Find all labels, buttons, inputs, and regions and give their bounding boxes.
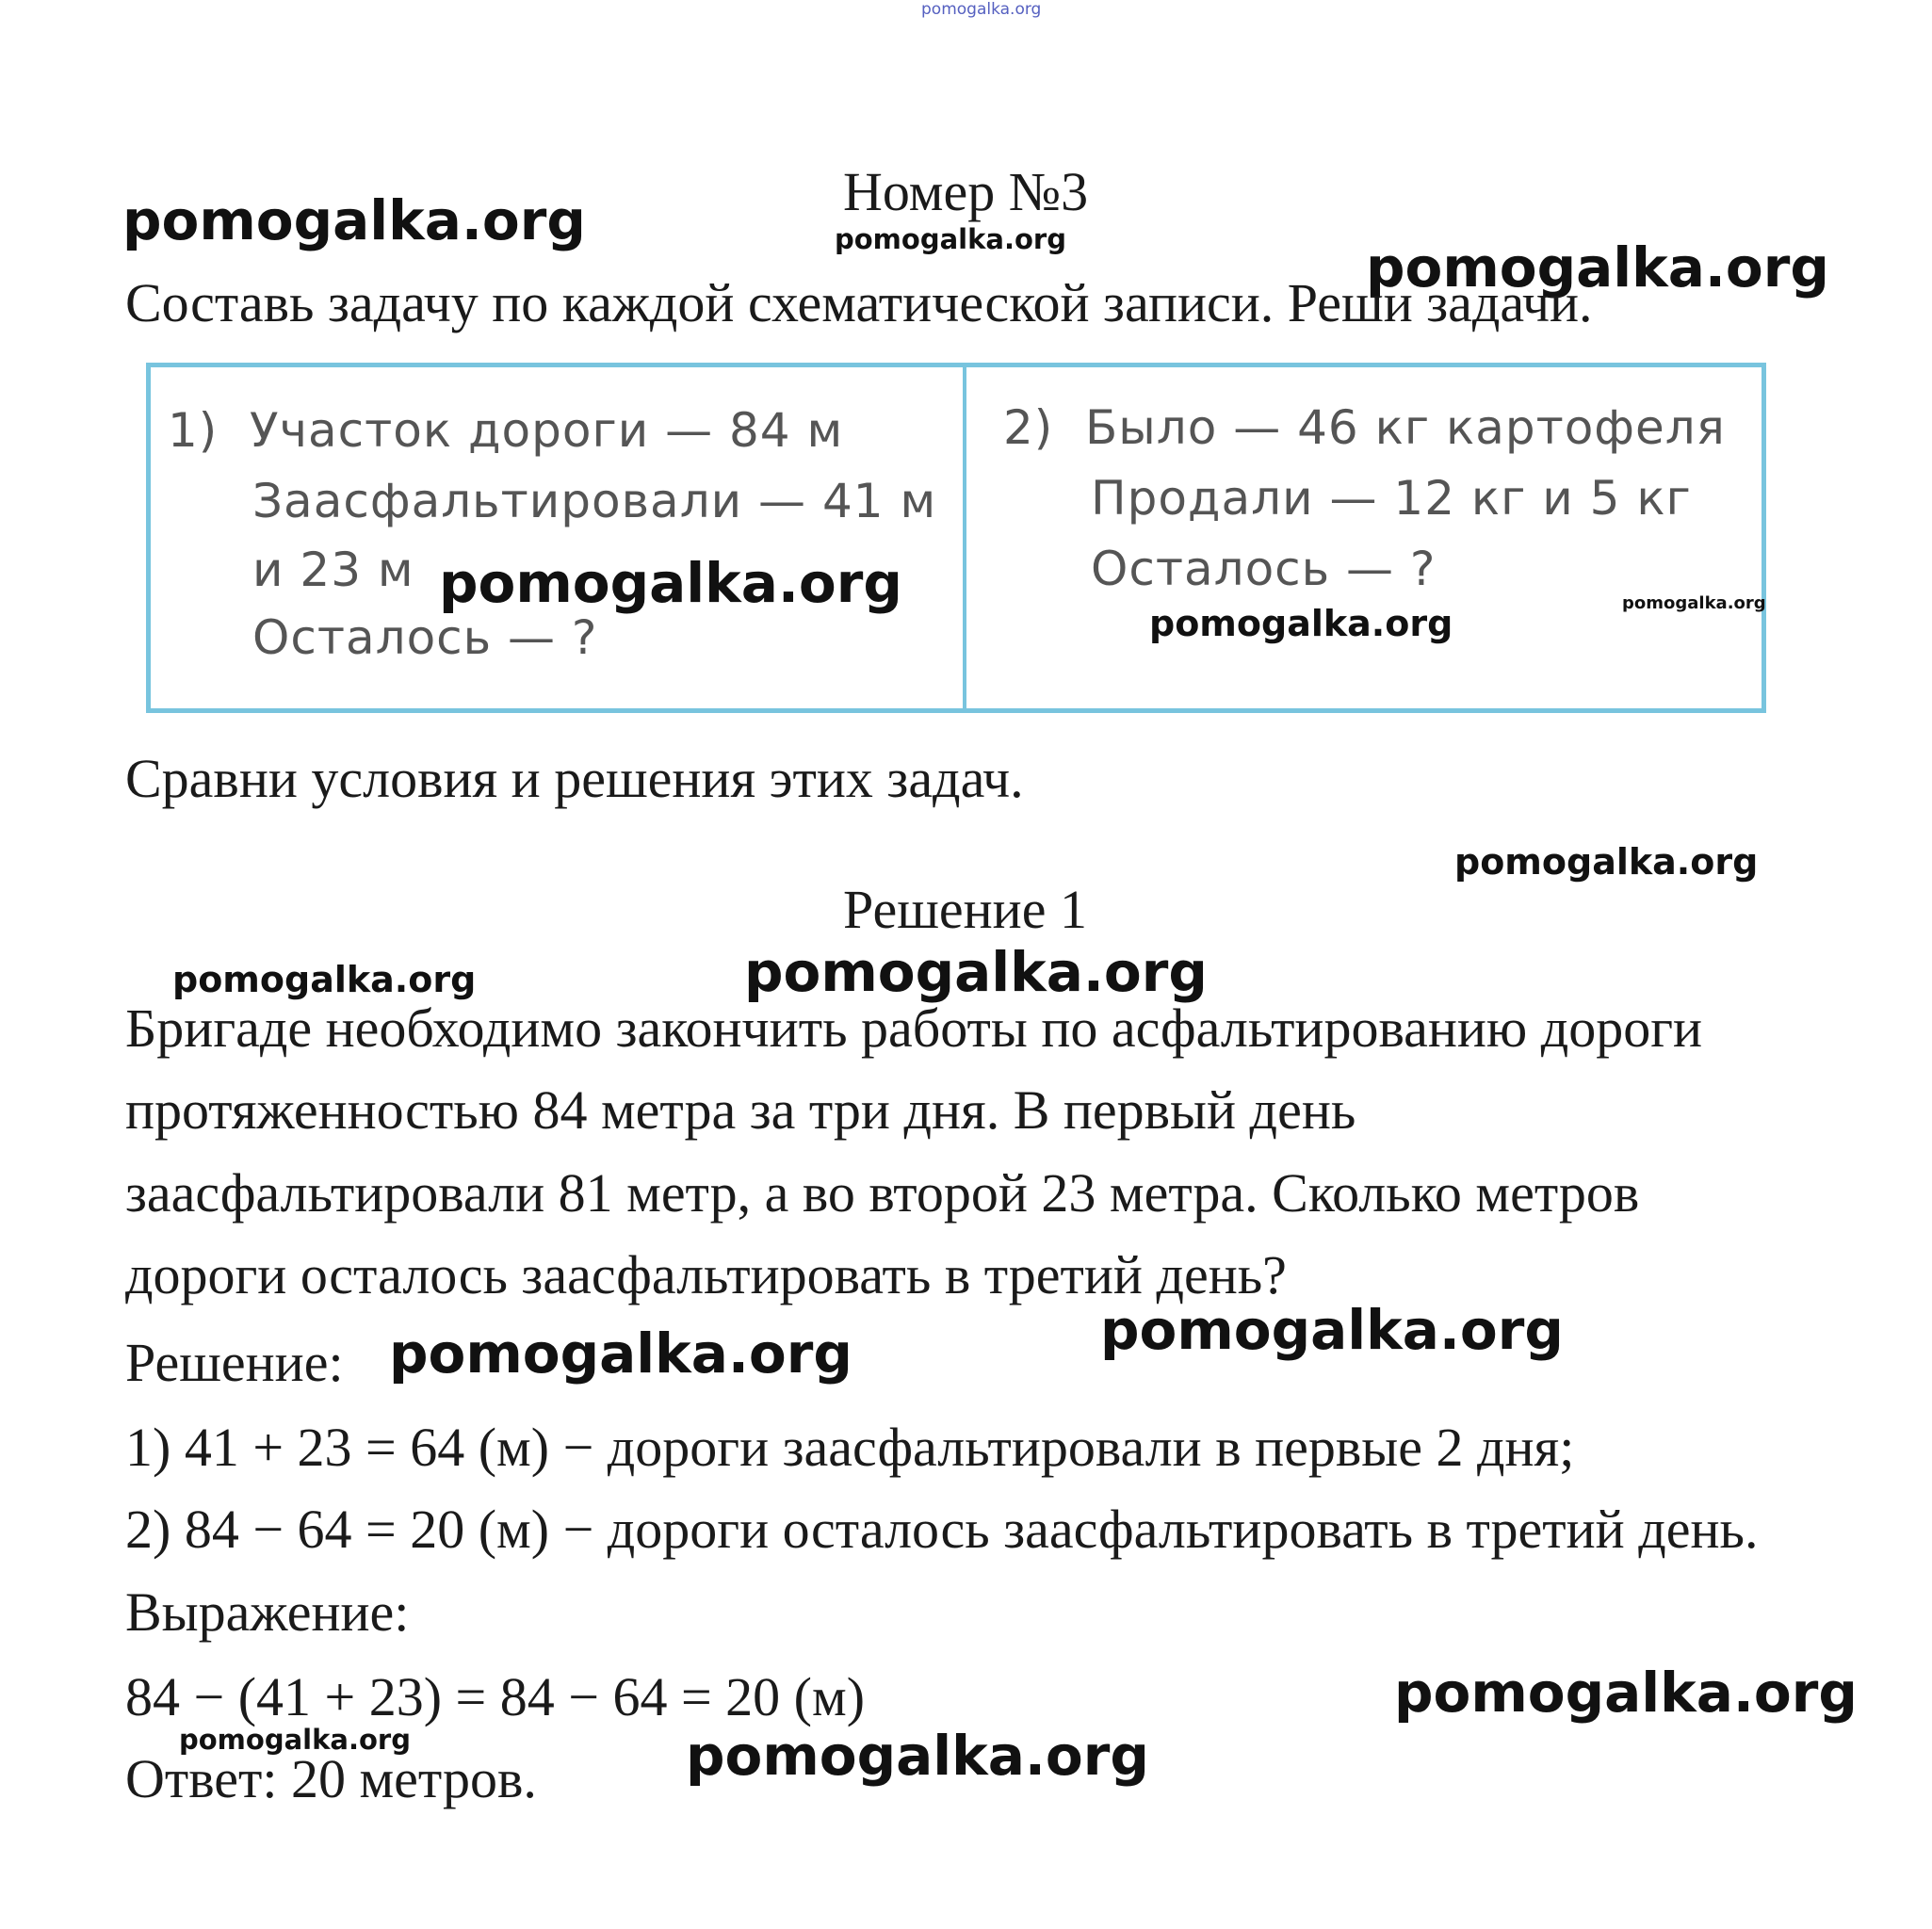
solution-step-2: 2) 84 − 64 = 20 (м) − дороги осталось заасфальтировать в третий день. xyxy=(125,1499,1759,1560)
watermark: pomogalka.org xyxy=(1454,841,1759,883)
task-instruction: Составь задачу по каждой схематической записи. Реши задачи. xyxy=(125,272,1593,333)
box1-line1: Участок дороги — 84 м xyxy=(250,403,844,458)
watermark: pomogalka.org xyxy=(389,1321,852,1386)
solution-heading: Решение 1 xyxy=(843,879,1087,940)
box2-line3: Осталось — ? xyxy=(1091,542,1437,596)
watermark: pomogalka.org xyxy=(122,188,586,252)
box1-line3: и 23 м xyxy=(252,543,414,597)
box1-number: 1) xyxy=(168,403,219,458)
expression-label: Выражение: xyxy=(125,1581,410,1643)
watermark: pomogalka.org xyxy=(1622,593,1766,613)
watermark: pomogalka.org xyxy=(744,940,1208,1004)
solution-label: Решение: xyxy=(125,1332,344,1393)
problem-line: протяженностью 84 метра за три дня. В первый день xyxy=(125,1079,1356,1141)
box2-line2: Продали — 12 кг и 5 кг xyxy=(1091,471,1692,526)
box1-line4: Осталось — ? xyxy=(252,610,598,665)
box-divider xyxy=(963,367,966,708)
compare-text: Сравни условия и решения этих задач. xyxy=(125,748,1024,809)
watermark: pomogalka.org xyxy=(172,959,477,1000)
watermark: pomogalka.org xyxy=(439,551,902,615)
watermark: pomogalka.org xyxy=(686,1724,1149,1788)
box2-line1: Было — 46 кг картофеля xyxy=(1085,400,1726,455)
watermark: pomogalka.org xyxy=(1394,1661,1858,1725)
box1-line2: Заасфальтировали — 41 м xyxy=(252,474,937,528)
solution-step-1: 1) 41 + 23 = 64 (м) − дороги заасфальтировали в первые 2 дня; xyxy=(125,1417,1575,1478)
watermark: pomogalka.org xyxy=(1366,235,1829,300)
watermark: pomogalka.org xyxy=(1149,603,1453,644)
top-watermark: pomogalka.org xyxy=(921,0,1042,19)
problem-line: Бригаде необходимо закончить работы по асфальтированию дороги xyxy=(125,997,1703,1059)
answer: Ответ: 20 метров. xyxy=(125,1748,537,1809)
watermark: pomogalka.org xyxy=(1100,1298,1564,1362)
watermark: pomogalka.org xyxy=(835,223,1066,255)
expression: 84 − (41 + 23) = 84 − 64 = 20 (м) xyxy=(125,1666,866,1727)
problem-line: заасфальтировали 81 метр, а во второй 23 метра. Сколько метров xyxy=(125,1162,1640,1224)
box2-number: 2) xyxy=(1003,400,1054,455)
problem-line: дороги осталось заасфальтировать в третий день? xyxy=(125,1244,1287,1305)
watermark: pomogalka.org xyxy=(179,1724,411,1756)
page-title: Номер №3 xyxy=(843,161,1089,222)
